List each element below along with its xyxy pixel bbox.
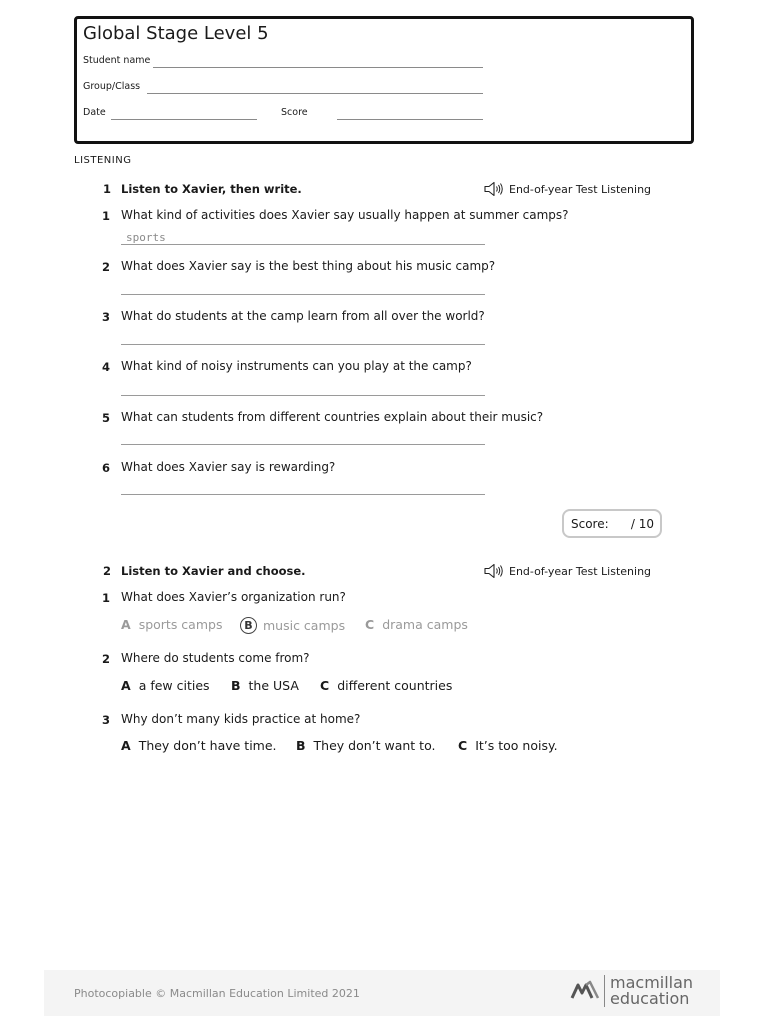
speaker-icon [484,181,504,197]
exercise-number: 2 [103,564,112,578]
student-info-box [74,16,694,144]
answer-line[interactable] [121,294,485,295]
option-c[interactable]: C different countries [320,678,453,693]
answer-line[interactable] [121,395,485,396]
option-a[interactable]: A They don’t have time. [121,738,277,753]
page-footer [44,970,720,1016]
question-number: 4 [102,360,111,374]
selected-circle: B [240,617,257,634]
option-a[interactable]: A sports camps [121,617,223,632]
question-text: What kind of activities does Xavier say usually happen at summer camps? [121,208,569,222]
page-title: Global Stage Level 5 [83,23,269,44]
option-c[interactable]: C It’s too noisy. [458,738,558,753]
question-number: 1 [102,209,111,223]
audio-label: End-of-year Test Listening [509,182,652,196]
score-line[interactable] [337,119,483,120]
date-label: Date [83,107,106,118]
answer-line[interactable] [121,494,485,495]
question-text: Where do students come from? [121,651,310,665]
group-class-label: Group/Class [83,81,141,92]
speaker-icon [484,563,504,579]
question-number: 1 [102,591,111,605]
copyright-text: Photocopiable © Macmillan Education Limited 2021 [74,987,360,1000]
logo-line-1: macmillan [610,973,694,992]
option-c[interactable]: C drama camps [365,617,468,632]
question-text: What do students at the camp learn from all over the world? [121,309,485,323]
logo-wordmark [610,975,693,1007]
logo-line-2: education [610,989,690,1008]
exercise-instruction: Listen to Xavier, then write. [121,182,302,196]
question-text: Why don’t many kids practice at home? [121,712,361,726]
question-number: 6 [102,461,111,475]
group-class-line[interactable] [147,93,483,94]
question-text: What can students from different countries explain about their music? [121,410,544,424]
question-number: 3 [102,310,111,324]
student-name-line[interactable] [153,67,483,68]
question-number: 3 [102,713,111,727]
question-number: 2 [102,260,111,274]
answer-line[interactable] [121,344,485,345]
audio-label: End-of-year Test Listening [509,564,652,578]
macmillan-logo [570,975,693,1007]
exercise-score-box [562,509,662,538]
score-box-label: Score: [571,517,609,531]
macmillan-m-icon [570,980,600,1002]
option-a[interactable]: A a few cities [121,678,210,693]
date-line[interactable] [111,119,257,120]
section-label: LISTENING [74,155,132,166]
exercise-instruction: Listen to Xavier and choose. [121,564,306,578]
question-text: What does Xavier say is the best thing about his music camp? [121,259,496,273]
student-name-label: Student name [83,55,151,66]
question-text: What does Xavier’s organization run? [121,590,346,604]
answer-line[interactable] [121,244,485,245]
score-label: Score [281,107,308,118]
exercise-number: 1 [103,182,112,196]
example-answer: sports [126,231,166,244]
score-box-total: / 10 [630,517,654,531]
option-b[interactable]: B the USA [231,678,299,693]
question-number: 2 [102,652,111,666]
option-b-selected[interactable]: B music camps [243,617,345,634]
question-text: What kind of noisy instruments can you play at the camp? [121,359,472,373]
option-b[interactable]: B They don’t want to. [296,738,436,753]
answer-line[interactable] [121,444,485,445]
audio-reference[interactable] [484,180,651,198]
question-text: What does Xavier say is rewarding? [121,460,336,474]
question-number: 5 [102,411,111,425]
logo-divider [604,975,605,1007]
audio-reference[interactable] [484,562,651,580]
